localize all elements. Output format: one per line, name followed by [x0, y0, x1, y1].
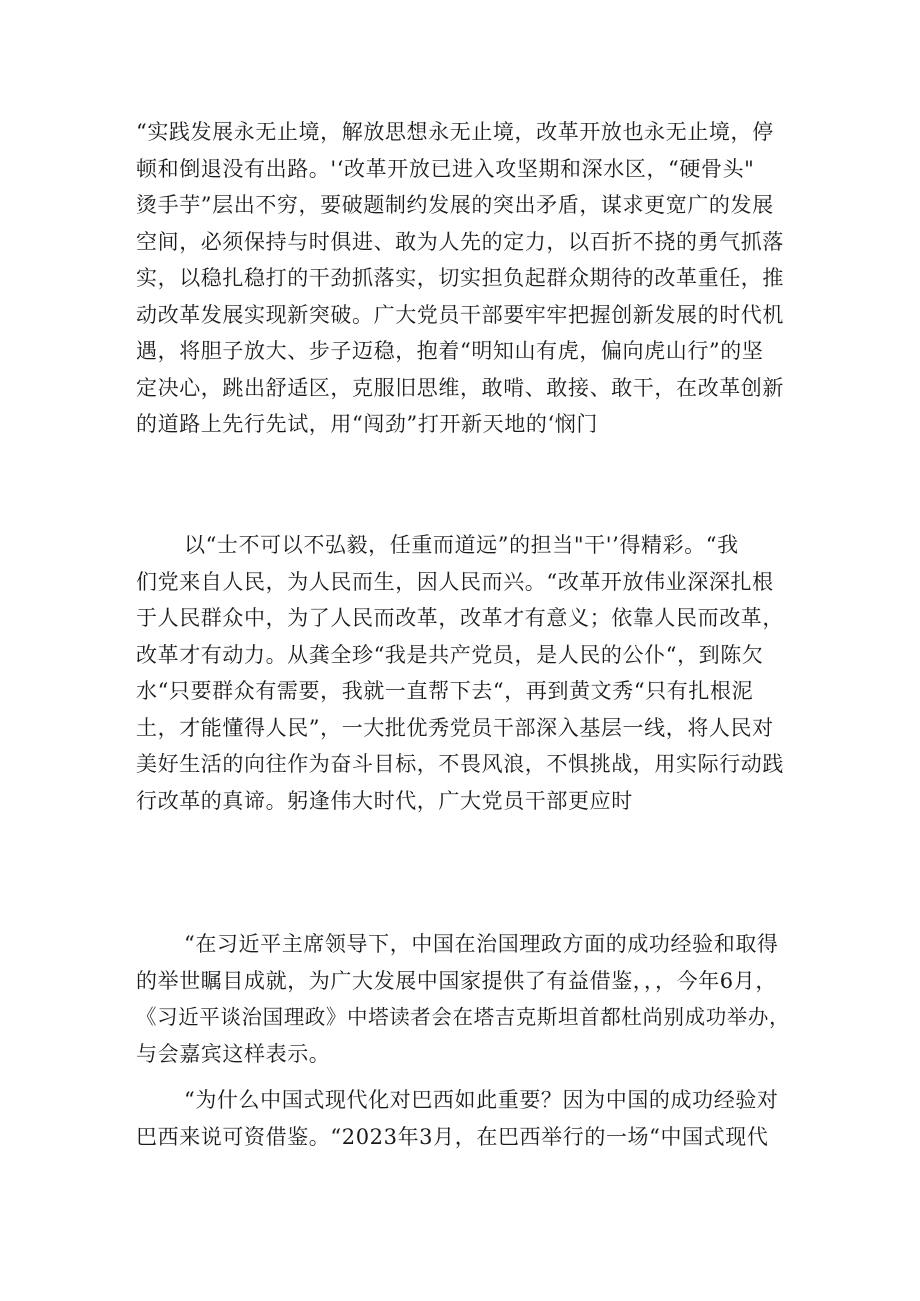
text-line: “在习近平主席领导下，中国在治国理政方面的成功经验和取得 [184, 932, 779, 956]
text-line: 土，才能懂得人民”，一大批优秀党员干部深入基层一线，将人民对 [136, 715, 774, 740]
text-line: “为什么中国式现代化对巴西如此重要？因为中国的成功经验对 [184, 1088, 779, 1112]
text-line: 空间，必须保持与时俱进、敢为人先的定力，以百折不挠的勇气抓落 [136, 229, 784, 254]
text-line: 以“士不可以不弘毅，任重而道远”的担当"干'’得精彩。“我 [184, 533, 739, 557]
text-line: 于人民群众中，为了人民而改革，改革才有意义；依靠人民而改革， [136, 606, 784, 630]
text-line: 遇，将胆子放大、步子迈稳，抱着“明知山有虎，偏向虎山行”的坚 [136, 339, 764, 363]
text-line: 的举世瞩目成就，为广大发展中国家提供了有益借鉴，，，今年6月， [136, 968, 777, 993]
text-line: 巴西来说可资借鉴。“2023年3月，在巴西举行的一场“中国式现代 [136, 1124, 769, 1149]
text-line: 定决心，跳出舒适区，克服旧思维，敢啃、敢接、敢干，在改革创新 [136, 375, 784, 400]
text-line: 美好生活的向往作为奋斗目标，不畏风浪，不惧挑战，用实际行动践 [136, 752, 784, 776]
text-line: 水“只要群众有需要，我就一直帮下去“，再到黄文秀“只有扎根泥 [136, 679, 754, 703]
text-line: 《习近平谈治国理政》中塔读者会在塔吉克斯坦首都杜尚别成功举办， [136, 1005, 791, 1029]
text-line: 行改革的真谛。躬逢伟大时代，广大党员干部更应时 [136, 788, 633, 813]
text-line: 烫手芋”层出不穷，要破题制约发展的突出矛盾，谋求更宽广的发展 [136, 193, 774, 217]
text-line: 们党来自人民，为人民而生，因人民而兴。“改革开放伟业深深扎根 [136, 569, 774, 594]
text-line: 动改革发展实现新突破。广大党员干部要牢牢把握创新发展的时代机 [136, 302, 784, 327]
text-line: 改革才有动力。从龚全珍“我是共产党员，是人民的公仆“，到陈欠 [136, 642, 764, 667]
paragraph-1 [136, 114, 796, 443]
paragraph-3 [136, 926, 796, 1072]
paragraph-2 [136, 527, 796, 819]
text-line: 的道路上先行先试，用“闯劲”打开新天地的‘悯门 [136, 412, 598, 436]
text-line: 实，以稳扎稳打的干劲抓落实，切实担负起群众期待的改革重任，推 [136, 266, 784, 290]
text-line: “实践发展永无止境，解放思想永无止境，改革开放也永无止境，停 [136, 120, 774, 144]
text-line: 顿和倒退没有出路。'‘改革开放已进入攻坚期和深水区，“硬骨头" [136, 156, 755, 181]
text-line: 与会嘉宾这样表示。 [136, 1041, 331, 1066]
paragraph-4 [136, 1082, 796, 1155]
